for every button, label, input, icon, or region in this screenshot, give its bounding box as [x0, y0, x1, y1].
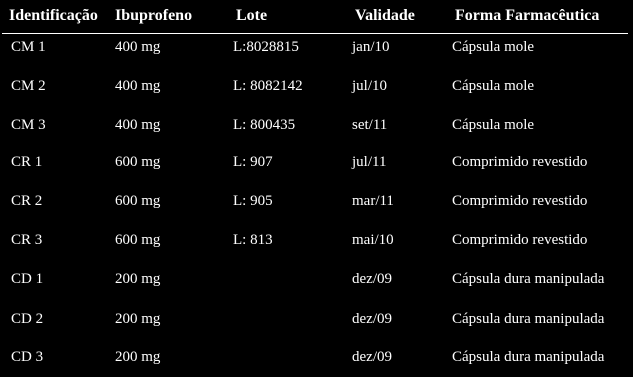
table-row: [0, 153, 633, 192]
cell-identificacao: CR 3: [11, 232, 43, 248]
table-row: [0, 115, 633, 154]
cell-identificacao: CM 1: [11, 39, 46, 55]
header-ibuprofeno: Ibuprofeno: [115, 7, 193, 24]
cell-validade: jul/11: [352, 154, 387, 170]
cell-validade: mar/11: [352, 193, 394, 209]
table-row: [0, 76, 633, 115]
cell-validade: set/11: [352, 117, 388, 133]
table-row: [0, 345, 633, 377]
cell-forma: Comprimido revestido: [452, 154, 588, 170]
cell-ibuprofeno: 400 mg: [115, 117, 161, 133]
header-identificacao: Identificação: [9, 7, 98, 24]
cell-forma: Comprimido revestido: [452, 232, 588, 248]
cell-validade: mai/10: [352, 232, 394, 248]
cell-forma: Comprimido revestido: [452, 193, 588, 209]
cell-validade: dez/09: [352, 349, 392, 365]
cell-forma: Cápsula mole: [452, 39, 535, 55]
cell-forma: Cápsula mole: [452, 78, 535, 94]
cell-identificacao: CM 2: [11, 78, 46, 94]
cell-ibuprofeno: 200 mg: [115, 271, 161, 287]
cell-lote: L: 800435: [233, 117, 296, 133]
cell-lote: L: 907: [233, 154, 273, 170]
cell-identificacao: CR 2: [11, 193, 43, 209]
header-lote: Lote: [236, 7, 268, 24]
cell-validade: jul/10: [352, 78, 388, 94]
header-divider: [2, 33, 628, 34]
cell-ibuprofeno: 200 mg: [115, 311, 161, 327]
cell-ibuprofeno: 600 mg: [115, 232, 161, 248]
table-header-row: [0, 0, 633, 34]
cell-identificacao: CD 2: [11, 311, 44, 327]
header-validade: Validade: [355, 7, 415, 24]
cell-identificacao: CM 3: [11, 117, 46, 133]
table-row: [0, 270, 633, 309]
cell-ibuprofeno: 600 mg: [115, 193, 161, 209]
cell-validade: dez/09: [352, 311, 392, 327]
cell-forma: Cápsula mole: [452, 117, 535, 133]
cell-forma: Cápsula dura manipulada: [452, 271, 605, 287]
table-row: [0, 231, 633, 270]
cell-ibuprofeno: 400 mg: [115, 78, 161, 94]
table-row: [0, 37, 633, 76]
cell-identificacao: CR 1: [11, 154, 43, 170]
cell-forma: Cápsula dura manipulada: [452, 349, 605, 365]
table-row: [0, 192, 633, 231]
cell-forma: Cápsula dura manipulada: [452, 311, 605, 327]
cell-lote: L: 8082142: [233, 78, 303, 94]
cell-lote: L: 905: [233, 193, 273, 209]
table-row: [0, 308, 633, 347]
cell-identificacao: CD 1: [11, 271, 44, 287]
cell-validade: jan/10: [352, 39, 390, 55]
cell-lote: L: 813: [233, 232, 273, 248]
cell-ibuprofeno: 200 mg: [115, 349, 161, 365]
cell-ibuprofeno: 400 mg: [115, 39, 161, 55]
cell-validade: dez/09: [352, 271, 392, 287]
cell-identificacao: CD 3: [11, 349, 44, 365]
cell-ibuprofeno: 600 mg: [115, 154, 161, 170]
header-forma-farmaceutica: Forma Farmacêutica: [455, 7, 600, 24]
cell-lote: L:8028815: [233, 39, 299, 55]
